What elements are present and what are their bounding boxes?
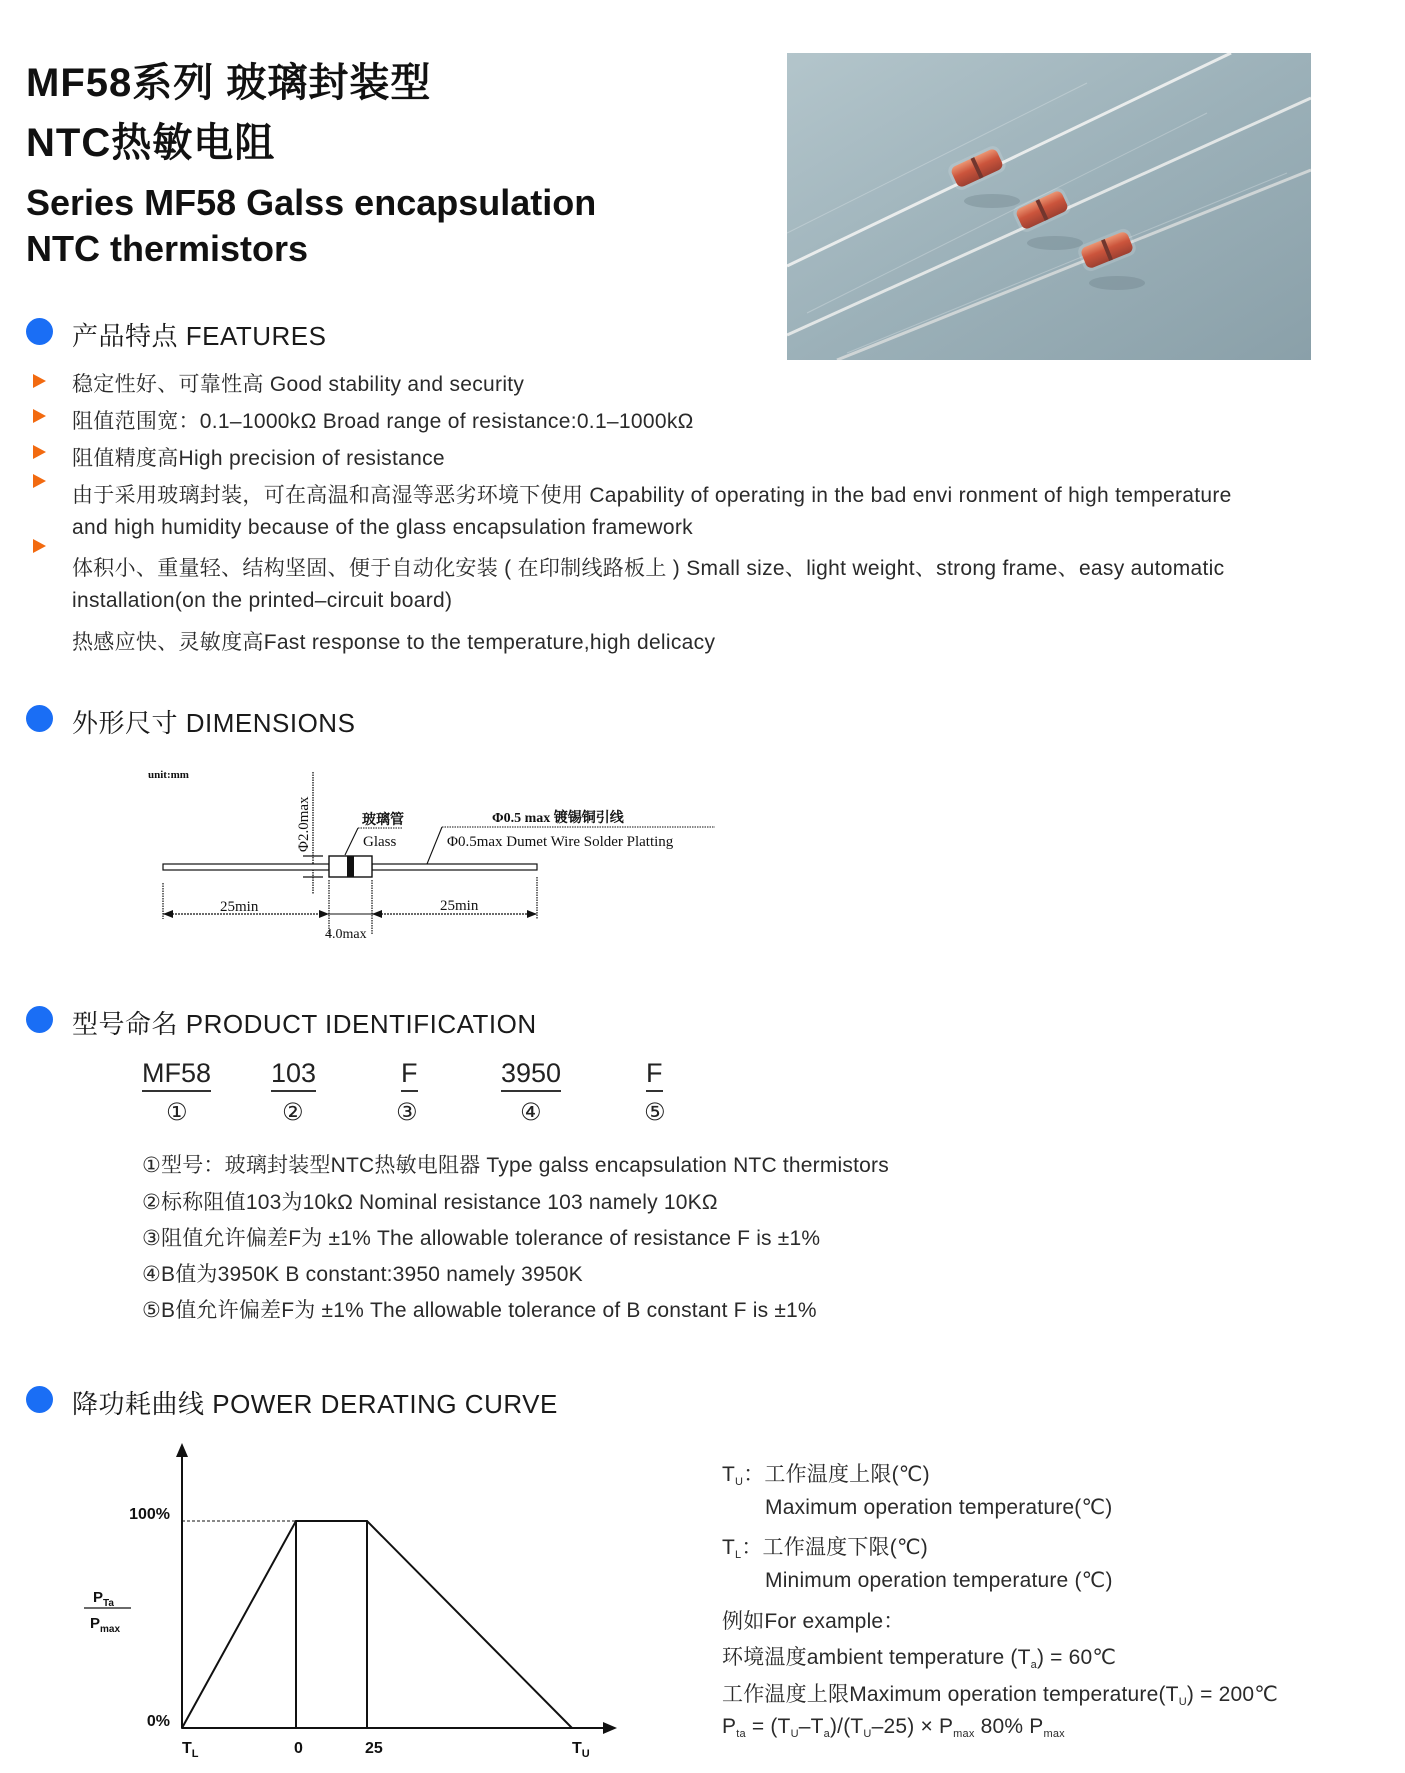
power-derating-chart [0, 1430, 680, 1773]
triangle-arrow-icon [33, 445, 46, 459]
code-index: ⑤ [644, 1099, 666, 1126]
code-description: ①型号：玻璃封装型NTC热敏电阻器 Type galss encapsulation NTC thermistors [142, 1154, 889, 1177]
code-description: ④B值为3950K B constant:3950 namely 3950K [142, 1263, 583, 1286]
y-label-numerator: $P_{Ta}$ [93, 1589, 114, 1609]
y-label-denominator: $P_{max}$ [90, 1615, 121, 1635]
example-max-temperature: 工作温度上限Maximum operation $temperature(T_U)$ = 200℃ [722, 1683, 1278, 1708]
power-derating-heading: 降功耗曲线 POWER DERATING CURVE [72, 1389, 558, 1419]
y-tick-label-1: 100% [129, 1506, 170, 1523]
tu-definition-en: Maximum operation temperature(℃) [765, 1496, 1113, 1519]
left-lead-label: 25min [220, 899, 259, 915]
feature-line: and high humidity because of the glass encapsulation framework [72, 516, 693, 539]
circle-bullet-icon [26, 318, 53, 345]
product-identification-heading: 型号命名 PRODUCT IDENTIFICATION [72, 1009, 537, 1039]
example-ambient-temperature: 环境温度ambient temperature $(T_a)$ = 60℃ [722, 1646, 1117, 1671]
code-index: ② [282, 1099, 304, 1126]
title-cn-line1: MF58系列 玻璃封装型 [26, 61, 432, 105]
data-point-1 [295, 1520, 297, 1522]
dimension-drawing [140, 760, 740, 960]
code-part-b-constant: 3950 [501, 1058, 561, 1092]
feature-line: 体积小、重量轻、结构坚固、便于自动化安装 ( 在印制线路板上 ) Small size、light weight、strong frame、easy automatic [72, 557, 1225, 580]
code-part-b-tolerance: F [646, 1058, 663, 1092]
triangle-arrow-icon [33, 539, 46, 553]
data-point-2 [366, 1520, 368, 1522]
feature-line: installation(on the printed–circuit board) [72, 589, 453, 612]
example-label: 例如For example： [722, 1610, 905, 1633]
triangle-arrow-icon [33, 409, 46, 423]
wire-label-cn: Φ0.5 max 镀锡铜引线 [492, 811, 624, 826]
feature-line: 稳定性好、可靠性高 Good stability and security [72, 373, 525, 396]
wire-label-en: Φ0.5max Dumet Wire Solder Platting [447, 834, 674, 850]
feature-line: 阻值范围宽：0.1–1000kΩ Broad range of resistance:0.1–1000kΩ [72, 410, 694, 433]
code-part-tolerance: F [401, 1058, 418, 1092]
body-length-label: 4.0max [325, 927, 367, 942]
circle-bullet-icon [26, 1386, 53, 1413]
tl-definition-cn: $T_L$：工作温度下限(℃) [722, 1536, 928, 1561]
code-description: ③阻值允许偏差F为 ±1% The allowable tolerance of resistance F is ±1% [142, 1227, 821, 1250]
thermistor-photo-illustration [787, 53, 1311, 360]
triangle-arrow-icon [33, 474, 46, 488]
circle-bullet-icon [26, 705, 53, 732]
feature-line: 由于采用玻璃封装，可在高温和高湿等恶劣环境下使用 Capability of operating in the bad envi ronment of high temperature [72, 484, 1232, 507]
code-index: ③ [396, 1099, 418, 1126]
glass-label-en: Glass [363, 834, 397, 850]
code-part-model: MF58 [142, 1058, 211, 1092]
feature-line: 阻值精度高High precision of resistance [72, 447, 445, 470]
diameter-label: Φ2.0max [296, 796, 312, 852]
circle-bullet-icon [26, 1006, 53, 1033]
series-line-derating [182, 1521, 572, 1728]
code-part-resistance: 103 [271, 1058, 316, 1092]
code-index: ④ [520, 1099, 542, 1126]
code-description: ②标称阻值103为10kΩ Nominal resistance 103 namely 10KΩ [142, 1191, 718, 1214]
x-tick-label-3: $T_U$ [572, 1740, 590, 1760]
title-en-line2: NTC thermistors [26, 228, 309, 269]
x-tick-label-0: $T_L$ [182, 1740, 199, 1760]
x-axis-arrow-icon [603, 1722, 617, 1734]
product-photo [787, 53, 1311, 360]
code-description: ⑤B值允许偏差F为 ±1% The allowable tolerance of B constant F is ±1% [142, 1299, 817, 1322]
title-cn-line2: NTC热敏电阻 [26, 121, 276, 165]
code-index: ① [166, 1099, 188, 1126]
tu-definition-cn: $T_U$：工作温度上限(℃) [722, 1463, 930, 1488]
dimensions-heading: 外形尺寸 DIMENSIONS [72, 708, 356, 738]
tl-definition-en: Minimum operation temperature (℃) [765, 1569, 1113, 1592]
features-heading: 产品特点 FEATURES [72, 321, 327, 351]
x-tick-label-2: 25 [365, 1740, 383, 1757]
data-point-0 [181, 1727, 183, 1729]
title-en-line1: Series MF58 Galss encapsulation [26, 182, 597, 223]
right-lead-label: 25min [440, 898, 479, 914]
unit-label: unit:mm [148, 769, 189, 781]
feature-line: 热感应快、灵敏度高Fast response to the temperature,high delicacy [72, 631, 716, 654]
data-point-3 [571, 1727, 573, 1729]
x-tick-label-1: 0 [294, 1740, 303, 1757]
example-formula: $P_{ta} = (T_U-T_a)/(T_U-25) \times P_{max}$ 80% $P_{max}$ [722, 1715, 1065, 1740]
triangle-arrow-icon [33, 374, 46, 388]
y-tick-label-0: 0% [146, 1713, 170, 1730]
y-axis-arrow-icon [176, 1443, 188, 1457]
glass-label-cn: 玻璃管 [362, 813, 404, 828]
